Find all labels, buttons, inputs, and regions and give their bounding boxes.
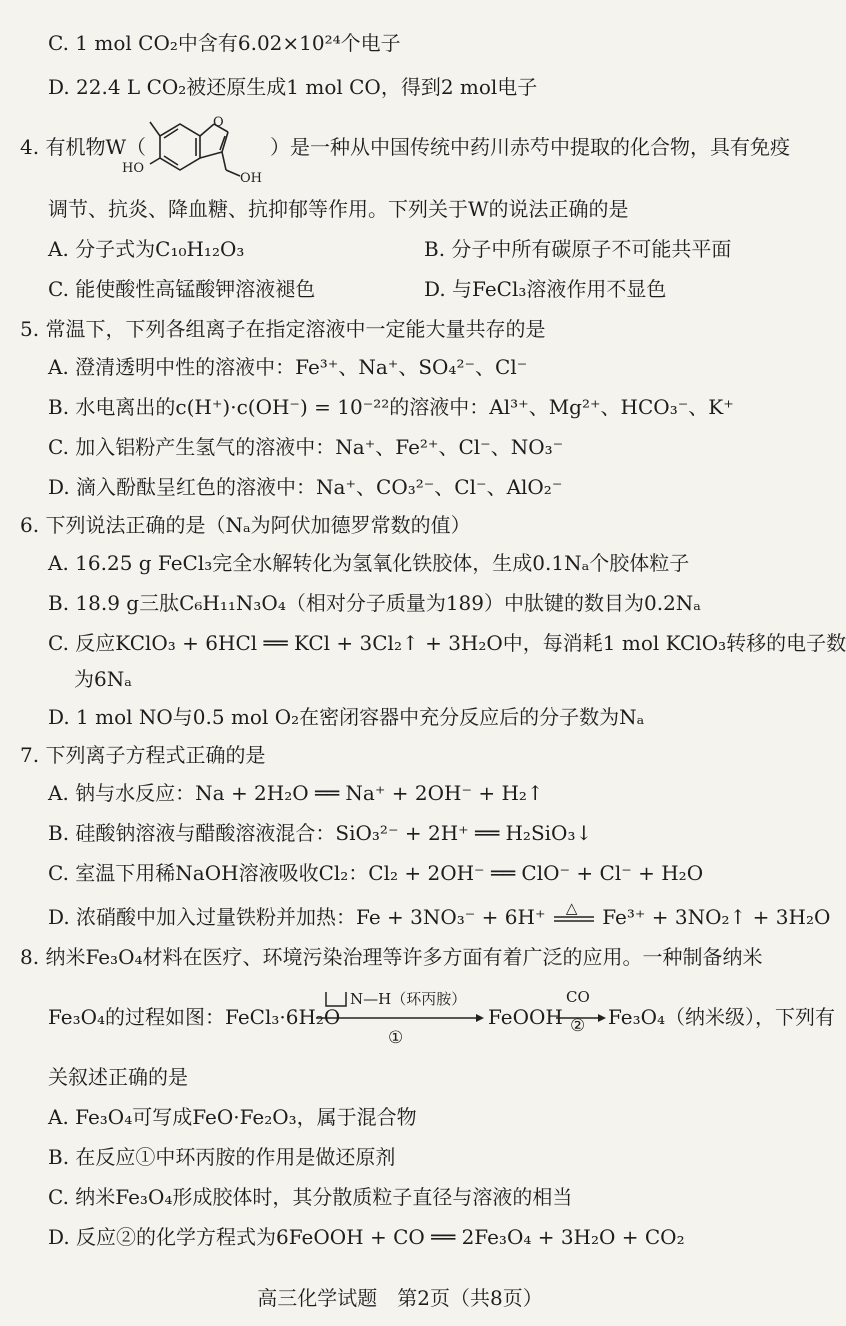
q5-option-a: A. 澄清透明中性的溶液中：Fe³⁺、Na⁺、SO₄²⁻、Cl⁻ (48, 355, 528, 379)
q6-option-b: B. 18.9 g三肽C₆H₁₁N₃O₄（相对分子质量为189）中肽键的数目为0.2Nₐ (48, 591, 702, 615)
hydroxymethyl-label: OH (240, 171, 262, 186)
step-1-label: ① (388, 1028, 404, 1048)
q4-option-c: C. 能使酸性高锰酸钾溶液褪色 (48, 277, 316, 301)
q4-stem-start: 4. 有机物W（ (20, 135, 146, 159)
q7-option-d (48, 898, 831, 930)
page-footer: 高三化学试题 第2页（共8页） (257, 1286, 543, 1310)
q3-option-d: D. 22.4 L CO₂被还原生成1 mol CO，得到2 mol电子 (48, 75, 538, 99)
q4-option-d: D. 与FeCl₃溶液作用不显色 (424, 277, 667, 301)
structure-w (122, 112, 270, 188)
svg-text:O: O (213, 115, 224, 130)
scheme-start: Fe₃O₄的过程如图：FeCl₃·6H₂O (48, 1005, 341, 1029)
step-2-label: ② (570, 1016, 586, 1036)
q4-stem-end: ）是一种从中国传统中药川赤芍中提取的化合物，具有免疫 (270, 135, 790, 159)
q4-stem-line2: 调节、抗炎、降血糖、抗抑郁等作用。下列关于W的说法正确的是 (48, 197, 629, 221)
q5-option-b: B. 水电离出的c(H⁺)·c(OH⁻) = 10⁻²²的溶液中：Al³⁺、Mg²⁺、HCO₃⁻、K⁺ (48, 395, 734, 419)
q5-option-c: C. 加入铝粉产生氢气的溶液中：Na⁺、Fe²⁺、Cl⁻、NO₃⁻ (48, 435, 564, 459)
q6-stem: 6. 下列说法正确的是（Nₐ为阿伏加德罗常数的值） (20, 513, 471, 537)
q8-stem: 8. 纳米Fe₃O₄材料在医疗、环境污染治理等许多方面有着广泛的应用。一种制备纳米 (20, 945, 763, 969)
q8-option-c: C. 纳米Fe₃O₄形成胶体时，其分散质粒子直径与溶液的相当 (48, 1185, 573, 1209)
scheme-arrow-2 (556, 986, 606, 1048)
q7-option-b: B. 硅酸钠溶液与醋酸溶液混合：SiO₃²⁻ + 2H⁺ ══ H₂SiO₃↓ (48, 821, 593, 845)
heating-arrow (552, 898, 596, 929)
benzofuran-structure-diagram (122, 112, 270, 184)
q8-option-b: B. 在反应①中环丙胺的作用是做还原剂 (48, 1145, 396, 1169)
q5-stem: 5. 常温下，下列各组离子在指定溶液中一定能大量共存的是 (20, 317, 546, 341)
q7-stem: 7. 下列离子方程式正确的是 (20, 743, 266, 767)
q8-option-a: A. Fe₃O₄可写成FeO·Fe₂O₃，属于混合物 (48, 1105, 417, 1129)
q7-option-d-left: D. 浓硝酸中加入过量铁粉并加热：Fe + 3NO₃⁻ + 6H⁺ (48, 905, 546, 929)
q6-option-a: A. 16.25 g FeCl₃完全水解转化为氢氧化铁胶体，生成0.1Nₐ个胶体粒子 (48, 551, 690, 575)
q6-option-d: D. 1 mol NO与0.5 mol O₂在密闭容器中充分反应后的分子数为Nₐ (48, 705, 645, 729)
heat-symbol: △ (565, 898, 578, 917)
q8-option-d: D. 反应②的化学方程式为6FeOOH + CO ══ 2Fe₃O₄ + 3H₂O + CO₂ (48, 1225, 685, 1249)
q5-option-d: D. 滴入酚酞呈红色的溶液中：Na⁺、CO₃²⁻、Cl⁻、AlO₂⁻ (48, 475, 563, 499)
hydroxy-label: HO (122, 161, 144, 176)
scheme-arrow-1 (316, 986, 484, 1048)
scheme-end: Fe₃O₄（纳米级），下列有 (608, 1005, 836, 1029)
q4-option-b: B. 分子中所有碳原子不可能共平面 (424, 237, 732, 261)
q3-option-c: C. 1 mol CO₂中含有6.02×10²⁴个电子 (48, 31, 401, 55)
q6-option-c-continued: 为6Nₐ (74, 667, 132, 691)
q7-option-d-right: Fe³⁺ + 3NO₂↑ + 3H₂O (602, 905, 831, 929)
reagent-1: N—H（环丙胺） (350, 990, 467, 1008)
reagent-2: CO (566, 988, 590, 1006)
scheme-intermediate: FeOOH (488, 1005, 563, 1029)
q6-option-c: C. 反应KClO₃ + 6HCl ══ KCl + 3Cl₂↑ + 3H₂O中，每消耗1 mol KClO₃转移的电子数 (48, 631, 846, 655)
q4-option-a: A. 分子式为C₁₀H₁₂O₃ (48, 237, 245, 261)
q7-option-c: C. 室温下用稀NaOH溶液吸收Cl₂：Cl₂ + 2OH⁻ ══ ClO⁻ + Cl⁻ + H₂O (48, 861, 704, 885)
q8-stem-end: 关叙述正确的是 (48, 1065, 188, 1089)
q7-option-a: A. 钠与水反应：Na + 2H₂O ══ Na⁺ + 2OH⁻ + H₂↑ (48, 781, 544, 805)
